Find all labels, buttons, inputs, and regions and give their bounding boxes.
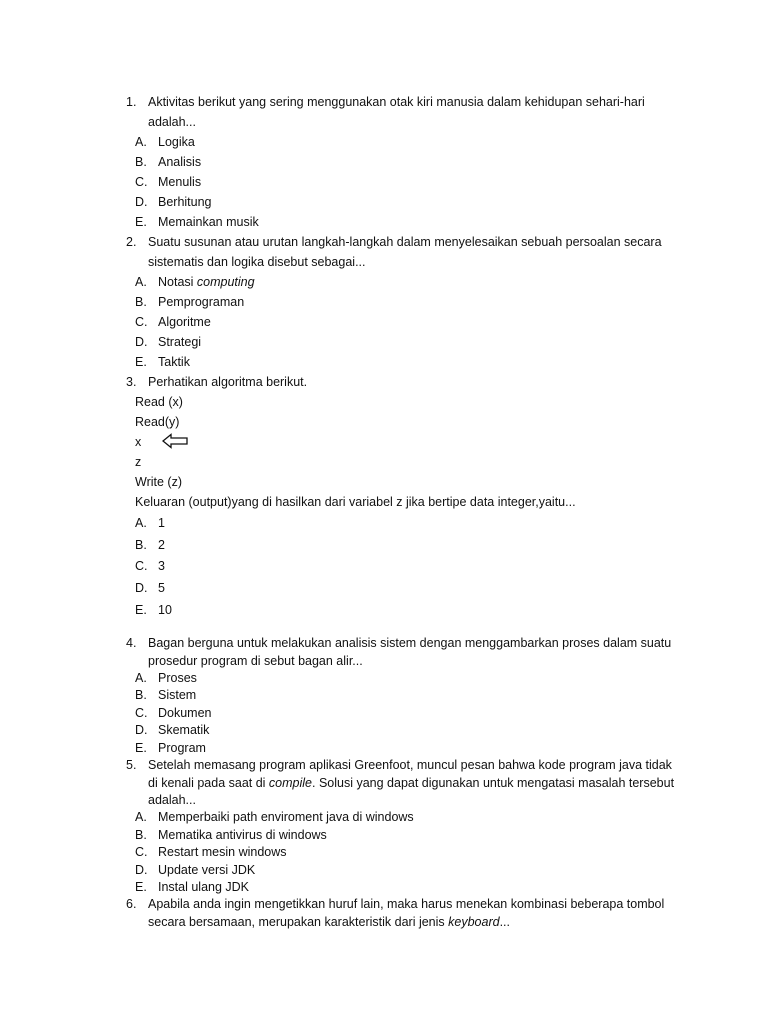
q4-option-b-label: B. bbox=[135, 688, 147, 702]
code-line-3: x bbox=[135, 435, 142, 449]
question-6-italic: keyboard bbox=[448, 915, 500, 929]
q4-option-d: Skematik bbox=[158, 723, 210, 737]
q4-option-e: Program bbox=[158, 741, 206, 755]
question-5-italic: compile bbox=[268, 776, 312, 790]
q5-option-c: Restart mesin windows bbox=[158, 845, 287, 859]
q1-option-d-label: D. bbox=[135, 195, 148, 209]
q1-option-a-label: A. bbox=[135, 135, 147, 149]
q5-option-e-label: E. bbox=[135, 880, 147, 894]
q3-option-d: 5 bbox=[158, 581, 165, 595]
q3-option-c-label: C. bbox=[135, 559, 148, 573]
code-line-2: Read(y) bbox=[135, 415, 180, 429]
question-4-number: 4. bbox=[126, 636, 137, 650]
q1-option-e: Memainkan musik bbox=[158, 215, 259, 229]
q3-option-b-label: B. bbox=[135, 538, 147, 552]
question-2-text: Suatu susunan atau urutan langkah-langkah dalam menyelesaikan sebuah persoalan secara bbox=[148, 235, 662, 249]
question-4-text-cont: prosedur program di sebut bagan alir... bbox=[148, 654, 363, 668]
q1-option-b: Analisis bbox=[158, 155, 202, 169]
q1-option-e-label: E. bbox=[135, 215, 147, 229]
q1-option-d: Berhitung bbox=[158, 195, 212, 209]
q5-option-c-label: C. bbox=[135, 845, 148, 859]
q2-option-e-label: E. bbox=[135, 355, 147, 369]
q4-option-c: Dokumen bbox=[158, 706, 212, 720]
question-1-number: 1. bbox=[126, 95, 137, 109]
code-line-1: Read (x) bbox=[135, 395, 183, 409]
q5-option-a: Memperbaiki path enviroment java di windows bbox=[158, 810, 414, 824]
question-6-number: 6. bbox=[126, 897, 137, 911]
q2-option-a: Notasi computing bbox=[158, 275, 255, 289]
q2-option-d-label: D. bbox=[135, 335, 148, 349]
question-4-text: Bagan berguna untuk melakukan analisis sistem dengan menggambarkan proses dalam suatu bbox=[148, 636, 672, 650]
q2-option-a-label: A. bbox=[135, 275, 147, 289]
q2-option-d: Strategi bbox=[158, 335, 202, 349]
question-6-text: Apabila anda ingin mengetikkan huruf lain, maka harus menekan kombinasi beberapa tombol bbox=[148, 897, 665, 911]
q5-option-b: Mematika antivirus di windows bbox=[158, 828, 327, 842]
q1-option-b-label: B. bbox=[135, 155, 147, 169]
q3-option-b: 2 bbox=[158, 538, 165, 552]
q4-option-e-label: E. bbox=[135, 741, 147, 755]
question-6-text-cont: secara bersamaan, merupakan karakteristik dari jenis keyboard... bbox=[148, 915, 510, 929]
q5-option-e: Instal ulang JDK bbox=[158, 880, 250, 894]
q5-option-d-label: D. bbox=[135, 863, 148, 877]
q1-option-c-label: C. bbox=[135, 175, 148, 189]
q5-option-b-label: B. bbox=[135, 828, 147, 842]
q2-option-b: Pemprograman bbox=[158, 295, 245, 309]
q2-option-b-label: B. bbox=[135, 295, 147, 309]
q5-option-d: Update versi JDK bbox=[158, 863, 256, 877]
q2-option-e: Taktik bbox=[158, 355, 190, 369]
question-5-number: 5. bbox=[126, 758, 137, 772]
q3-option-e-label: E. bbox=[135, 603, 147, 617]
question-2-text-cont: sistematis dan logika disebut sebagai... bbox=[148, 255, 366, 269]
q3-option-c: 3 bbox=[158, 559, 165, 573]
q2-option-a-italic: computing bbox=[196, 275, 255, 289]
question-5-text-cont: di kenali pada saat di compile. Solusi yang dapat digunakan untuk mengatasi masalah tersebut bbox=[148, 776, 675, 790]
question-2-number: 2. bbox=[126, 235, 137, 249]
question-3-number: 3. bbox=[126, 375, 137, 389]
q3-option-a: 1 bbox=[158, 516, 165, 530]
q3-option-e: 10 bbox=[158, 603, 172, 617]
q4-option-b: Sistem bbox=[158, 688, 197, 702]
q4-option-a: Proses bbox=[158, 671, 197, 685]
code-line-5: Write (z) bbox=[135, 475, 182, 489]
code-line-4: z bbox=[135, 455, 142, 469]
q3-option-a-label: A. bbox=[135, 516, 147, 530]
question-5-text-end: adalah... bbox=[148, 793, 196, 807]
q3-option-d-label: D. bbox=[135, 581, 148, 595]
q1-option-c: Menulis bbox=[158, 175, 202, 189]
question-1-text: Aktivitas berikut yang sering menggunakan otak kiri manusia dalam kehidupan sehari-hari bbox=[148, 95, 645, 109]
left-arrow-icon bbox=[162, 433, 188, 449]
question-5-text: Setelah memasang program aplikasi Greenfoot, muncul pesan bahwa kode program java tidak bbox=[148, 758, 672, 772]
q4-option-c-label: C. bbox=[135, 706, 148, 720]
q2-option-c: Algoritme bbox=[158, 315, 211, 329]
question-3-text: Perhatikan algoritma berikut. bbox=[148, 375, 308, 389]
question-3-prompt: Keluaran (output)yang di hasilkan dari variabel z jika bertipe data integer,yaitu... bbox=[135, 495, 576, 509]
q4-option-a-label: A. bbox=[135, 671, 147, 685]
q4-option-d-label: D. bbox=[135, 723, 148, 737]
question-1-text-cont: adalah... bbox=[148, 115, 196, 129]
q5-option-a-label: A. bbox=[135, 810, 147, 824]
q1-option-a: Logika bbox=[158, 135, 195, 149]
q2-option-c-label: C. bbox=[135, 315, 148, 329]
